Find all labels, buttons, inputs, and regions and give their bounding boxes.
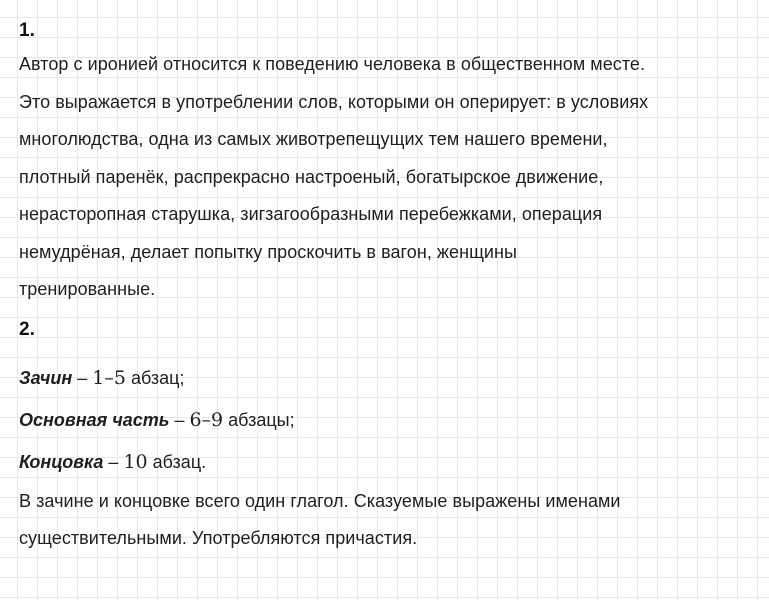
section-2-line: существительными. Употребляются причастия. bbox=[19, 528, 418, 548]
structure-item-main bbox=[19, 399, 759, 441]
structure-term: Концовка bbox=[19, 451, 104, 472]
structure-term: Зачин bbox=[19, 367, 73, 388]
structure-dash: – bbox=[103, 451, 124, 472]
structure-suffix: абзац. bbox=[147, 451, 207, 472]
section-1-line: Автор с иронией относится к поведению человека в общественном месте. bbox=[19, 54, 646, 74]
structure-range: 6–9 bbox=[189, 408, 224, 431]
section-1-line: нерасторопная старушка, зигзагообразными перебежками, операция bbox=[19, 204, 603, 224]
structure-item-intro bbox=[19, 357, 759, 399]
section-1-line: немудрёная, делает попытку проскочить в вагон, женщины bbox=[19, 241, 518, 262]
section-1-text bbox=[19, 46, 759, 309]
section-2-line: В зачине и концовке всего один глагол. Сказуемые выражены именами bbox=[19, 490, 621, 511]
structure-suffix: абзацы; bbox=[223, 409, 295, 430]
section-1-line: плотный паренёк, распрекрасно настроеный, богатырское движение, bbox=[19, 166, 604, 187]
structure-dash: – bbox=[72, 367, 93, 388]
section-1-line: многолюдства, одна из самых животрепещущих тем нашего времени, bbox=[19, 129, 608, 149]
structure-term: Основная часть bbox=[19, 409, 170, 430]
structure-dash: – bbox=[169, 409, 190, 430]
section-2-text bbox=[19, 483, 759, 558]
structure-range: 10 bbox=[123, 450, 148, 473]
answer-document bbox=[19, 16, 759, 558]
structure-suffix: абзац; bbox=[125, 367, 185, 388]
section-1-line: тренированные. bbox=[19, 279, 156, 299]
section-1-line: Это выражается в употреблении слов, которыми он оперирует: в условиях bbox=[19, 91, 649, 112]
section-2-number: 2. bbox=[19, 318, 35, 340]
structure-range: 1–5 bbox=[92, 366, 126, 389]
structure-list bbox=[19, 357, 759, 483]
section-1-number: 1. bbox=[19, 20, 35, 41]
structure-item-ending bbox=[19, 441, 759, 483]
